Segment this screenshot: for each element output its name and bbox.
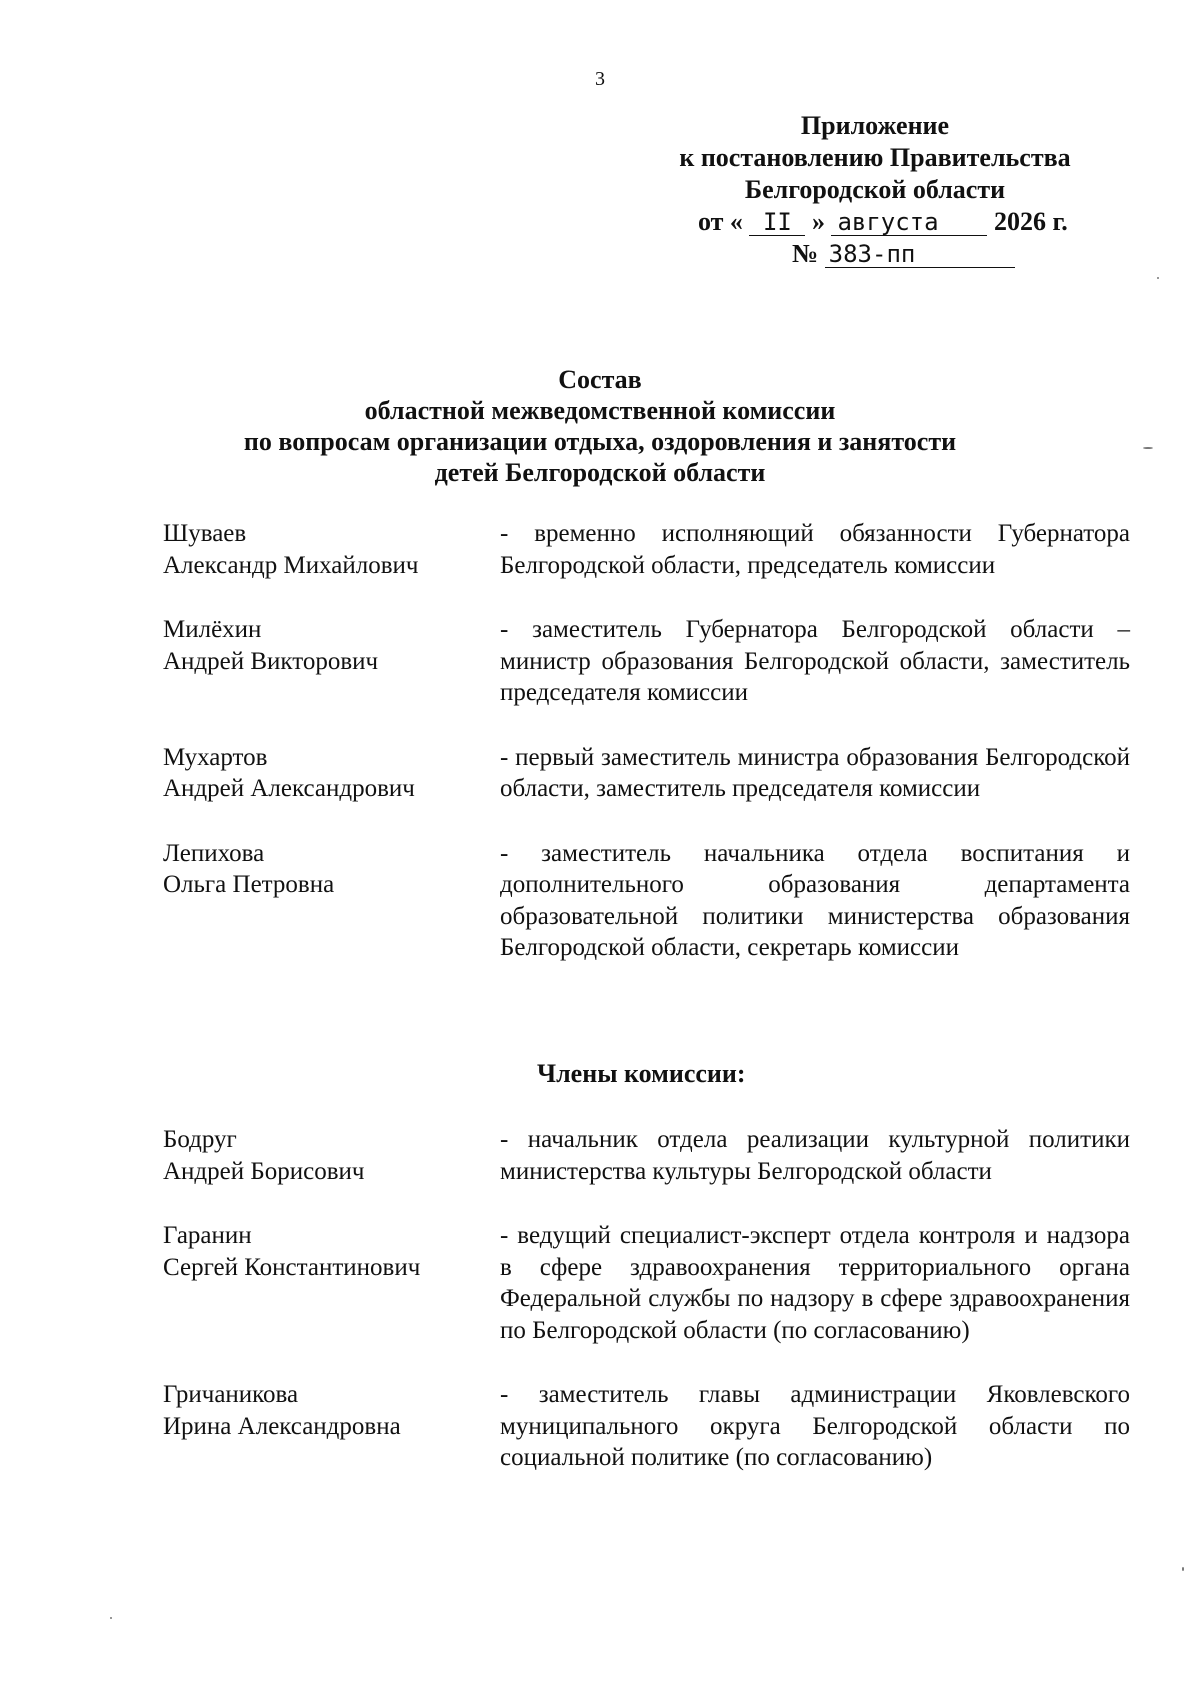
scan-speck xyxy=(1143,447,1153,449)
person-surname: Лепихова xyxy=(163,839,265,867)
list-item xyxy=(163,1379,1133,1474)
list-item xyxy=(163,1124,1133,1187)
person-surname: Бодруг xyxy=(163,1126,237,1153)
person-role: - временно исполняющий обязанности Губернатора Белгородской области, председатель комиссии xyxy=(500,520,1130,579)
resolution-number: 383-пп xyxy=(825,241,1015,268)
title-line-1: Состав xyxy=(558,365,642,394)
date-prefix: от « xyxy=(698,207,743,236)
list-item xyxy=(163,1220,1133,1346)
person-name xyxy=(163,1220,500,1346)
list-item xyxy=(163,614,1133,709)
date-day: II xyxy=(749,209,805,236)
title-line-2: областной межведомственной комиссии xyxy=(364,396,836,425)
person-given-names: Александр Михайлович xyxy=(163,551,419,579)
appendix-title: Приложение xyxy=(800,111,950,140)
person-surname: Милёхин xyxy=(163,616,262,643)
person-name xyxy=(163,838,500,964)
appendix-date-line xyxy=(640,206,1110,238)
leadership-list xyxy=(163,518,1133,964)
scan-speck xyxy=(110,1617,112,1619)
person-given-names: Сергей Константинович xyxy=(163,1253,421,1281)
person-role: - ведущий специалист-эксперт отдела контроля и надзора в сфере здравоохранения территориального органа Федеральной службы по надзору в сфере здравоохранения по Белгородской области (по согласованию) xyxy=(500,1222,1130,1344)
person-name xyxy=(163,1379,500,1474)
members-list xyxy=(163,1124,1133,1474)
page-number: 3 xyxy=(595,68,605,90)
person-surname: Гаранин xyxy=(163,1222,252,1249)
appendix-number-line xyxy=(640,238,1110,270)
list-item xyxy=(163,742,1133,805)
person-given-names: Андрей Борисович xyxy=(163,1157,365,1185)
list-item xyxy=(163,518,1133,581)
person-given-names: Ольга Петровна xyxy=(163,871,335,898)
appendix-resolution-line: к постановлению Правительства xyxy=(679,143,1071,172)
person-given-names: Ирина Александровна xyxy=(163,1412,401,1440)
person-surname: Шуваев xyxy=(163,520,247,547)
date-month: августа xyxy=(831,209,987,236)
person-role: - начальник отдела реализации культурной политики министерства культуры Белгородской области xyxy=(500,1126,1130,1185)
title-line-3: по вопросам организации отдыха, оздоровления и занятости xyxy=(243,427,957,456)
person-name xyxy=(163,742,500,805)
person-role: - заместитель начальника отдела воспитания и дополнительного образования департамента образовательной политики министерства образования Белгородской области, секретарь комиссии xyxy=(500,839,1130,961)
person-name xyxy=(163,614,500,709)
scan-speck xyxy=(1182,1567,1184,1571)
person-role: - заместитель Губернатора Белгородской области – министр образования Белгородской области, заместитель председателя комиссии xyxy=(500,616,1130,706)
appendix-region-line: Белгородской области xyxy=(744,175,1006,204)
person-name xyxy=(163,518,500,581)
document-title xyxy=(0,364,1200,488)
date-year: 2026 г. xyxy=(993,207,1068,236)
person-surname: Мухартов xyxy=(163,743,268,771)
person-given-names: Андрей Викторович xyxy=(163,647,379,675)
title-line-4: детей Белгородской области xyxy=(434,458,766,487)
appendix-header xyxy=(640,110,1110,270)
person-role: - первый заместитель министра образования Белгородской области, заместитель председателя комиссии xyxy=(500,743,1130,802)
members-heading: Члены комиссии: xyxy=(537,1059,746,1088)
scan-speck xyxy=(1157,277,1159,279)
person-given-names: Андрей Александрович xyxy=(163,775,415,802)
number-prefix: № xyxy=(792,239,819,268)
person-role: - заместитель главы администрации Яковлевского муниципального округа Белгородской области по социальной политике (по согласованию) xyxy=(500,1381,1130,1471)
list-item xyxy=(163,838,1133,964)
person-surname: Гричаникова xyxy=(163,1381,299,1408)
person-name xyxy=(163,1124,500,1187)
date-mid: » xyxy=(811,207,825,236)
